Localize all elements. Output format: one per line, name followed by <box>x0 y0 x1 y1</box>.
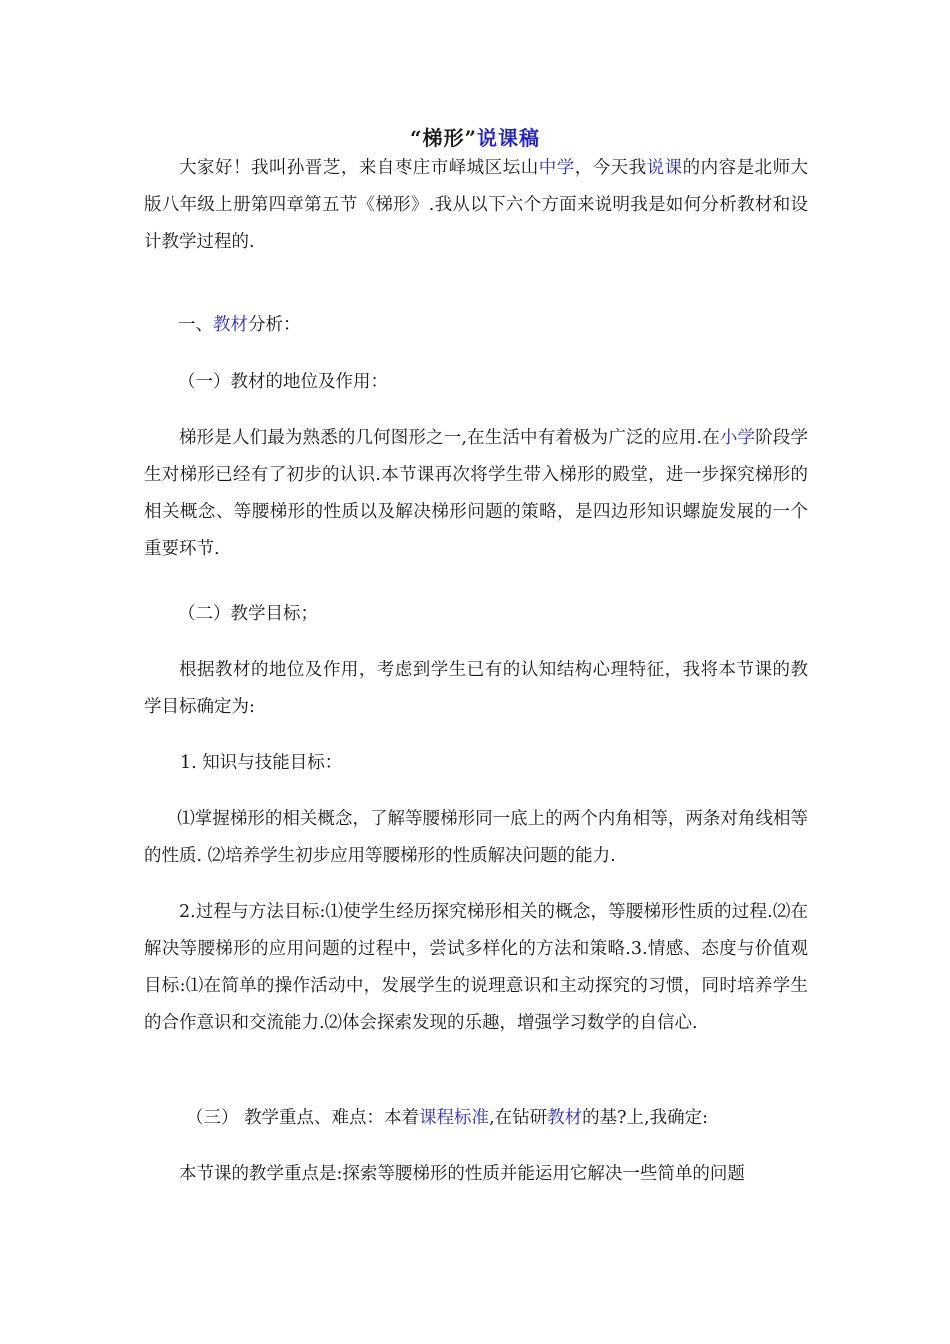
heading-1-text: 分析： <box>248 315 301 335</box>
heading-5-text-2: ,在钻研 <box>489 1108 548 1128</box>
document-title <box>0 122 950 151</box>
heading-knowledge-skills: 1. 知识与技能目标： <box>180 753 343 773</box>
link-textbook[interactable]: 教材 <box>213 315 248 335</box>
link-textbook-2[interactable]: 教材 <box>547 1108 583 1128</box>
intro-text-2: ，今天我 <box>574 158 647 178</box>
heading-5-text-1: （三） 教学重点、难点：本着 <box>186 1108 420 1128</box>
position-text-1: 梯形是人们最为熟悉的几何图形之一,在生活中有着极为广泛的应用.在 <box>179 428 720 448</box>
title-quote-open: “ <box>409 126 423 150</box>
heading-5-text-3: 的基?上,我确定: <box>582 1108 708 1128</box>
heading-position-role: （一）教材的地位及作用： <box>178 372 388 392</box>
intro-text-3: 的内容是北师大版八年级上册第四章第五节《梯形》.我从以下六个方面来说明我是如何分析教材和设计教学过程的. <box>144 158 809 252</box>
link-primary-school[interactable]: 小学 <box>719 428 756 448</box>
intro-paragraph <box>144 150 808 261</box>
key-points-paragraph: 本节课的教学重点是:探索等腰梯形的性质并能运用它解决一些简单的问题 <box>179 1164 745 1184</box>
heading-teaching-goals: （二）教学目标； <box>178 604 318 624</box>
goals-paragraph: 根据教材的地位及作用，考虑到学生已有的认知结构心理特征，我将本节课的教学目标确定为: <box>144 660 808 717</box>
heading-key-points <box>186 1100 708 1137</box>
title-main: 梯形 <box>422 126 465 150</box>
link-middle-school[interactable]: 中学 <box>538 158 575 178</box>
position-text-2: 阶段学生对梯形已经有了初步的认识.本节课再次将学生带入梯形的殿堂，进一步探究梯形的相关概念、等腰梯形的性质以及解决梯形问题的策略，是四边形知识螺旋发展的一个重要环节. <box>144 428 809 559</box>
title-sub: 说课稿 <box>477 126 541 150</box>
process-paragraph: 2.过程与方法目标:⑴使学生经历探究梯形相关的概念，等腰梯形性质的过程.⑵在解决等腰梯形的应用问题的过程中，尝试多样化的方法和策略.3.情感、态度与价值观目标:⑴在简单的操作活动中，发展学生的说理意识和主动探究的习惯，同时培养学生的合作意识和交流能力.⑵体会探索发现的乐趣，增强学习数学的自信心. <box>144 902 808 1033</box>
position-paragraph <box>144 420 808 568</box>
link-curriculum-standard[interactable]: 课程标准 <box>419 1108 490 1128</box>
intro-text-1: 大家好！我叫孙晋芝，来自枣庄市峄城区坛山 <box>179 158 539 178</box>
title-quote-close: ” <box>464 126 478 150</box>
heading-1-num: 一、 <box>178 315 213 335</box>
heading-textbook-analysis <box>178 307 301 344</box>
knowledge-paragraph: ⑴掌握梯形的相关概念，了解等腰梯形同一底上的两个内角相等，两条对角线相等的性质. ⑵培养学生初步应用等腰梯形的性质解决问题的能力. <box>144 809 808 866</box>
link-lecture[interactable]: 说课 <box>646 158 683 178</box>
